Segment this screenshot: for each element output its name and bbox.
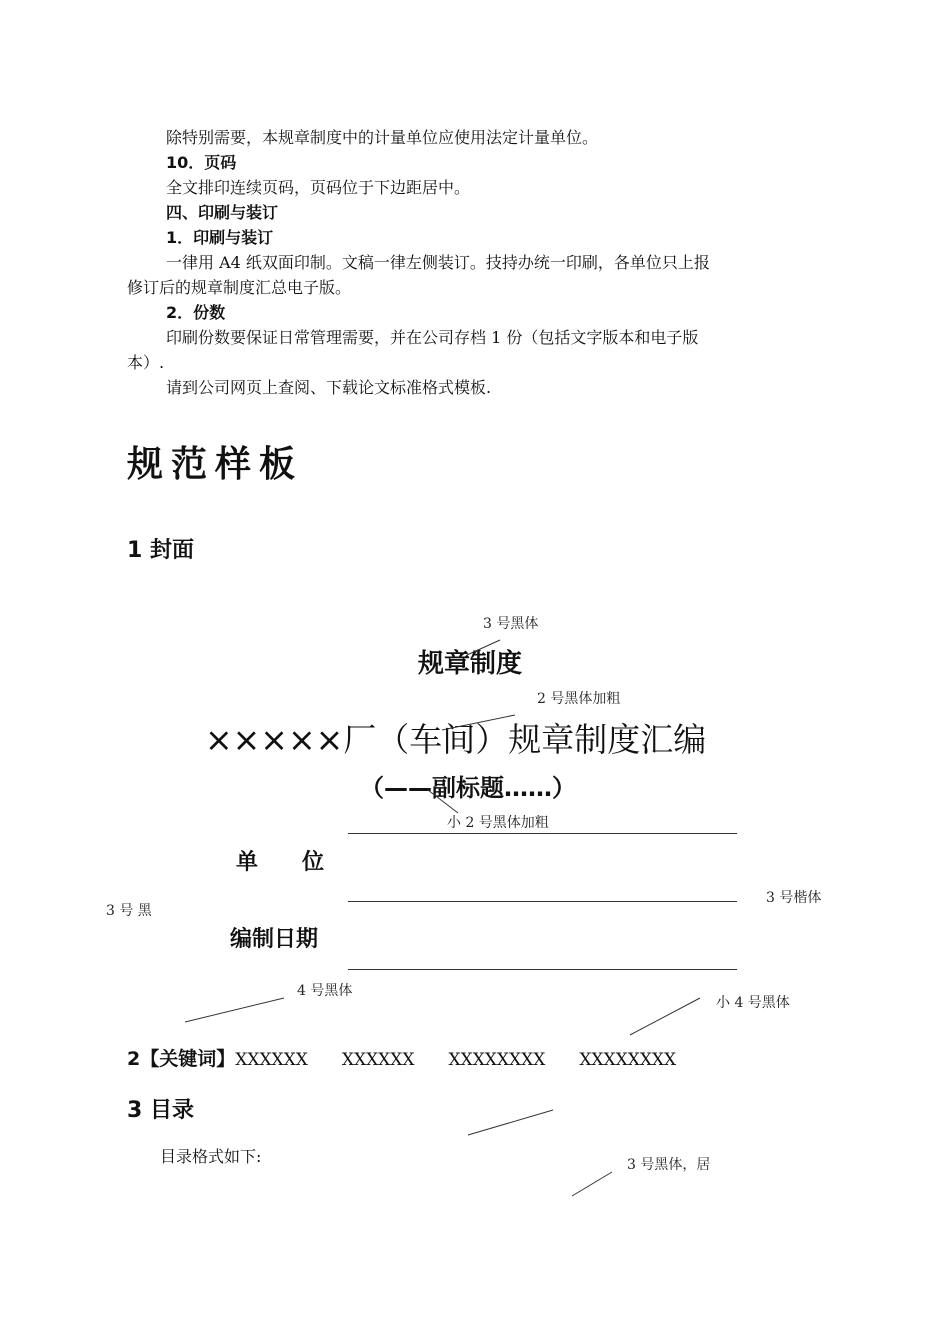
para-copies-line-b: 本）. <box>127 353 165 372</box>
label-unit: 单 位 <box>236 850 325 875</box>
cover-title-main: ×××××厂（车间）规章制度汇编 <box>205 720 707 759</box>
note-small-4-hei: 小 4 号黑体 <box>716 995 790 1011</box>
body-line-website: 请到公司网页上查阅、下载论文标准格式模板. <box>166 378 492 397</box>
para-copies-line-a: 印刷份数要保证日常管理需要，并在公司存档 1 份（包括文字版本和电子版 <box>166 328 699 347</box>
toc-text: 目录格式如下: <box>160 1147 262 1166</box>
keyword-3: XXXXXXXX <box>448 1050 546 1070</box>
para-printing-line-a: 一律用 A4 纸双面印制。文稿一律左侧装订。技持办统一印刷，各单位只上报 <box>166 253 710 272</box>
heading-page-number: 10．页码 <box>166 153 237 172</box>
cover-subtitle: （——副标题……） <box>360 774 576 802</box>
keyword-2: XXXXXX <box>341 1050 415 1070</box>
note-3-kai: 3 号楷体 <box>766 890 822 906</box>
para-printing-line-b: 修订后的规章制度汇总电子版。 <box>127 278 352 297</box>
note-3-hei: 3 号黑体 <box>483 616 539 632</box>
note-4-hei: 4 号黑体 <box>297 983 353 999</box>
note-left-3-hei: 3 号 黑 <box>106 903 152 919</box>
body-line-page-number: 全文排印连续页码，页码位于下边距居中。 <box>166 178 471 197</box>
keyword-4: XXXXXXXX <box>579 1050 677 1070</box>
leader-line-2hei <box>442 715 515 730</box>
cover-title-small: 规章制度 <box>418 649 523 679</box>
toc-heading: 3 目录 <box>127 1098 194 1123</box>
body-line-units: 除特别需要，本规章制度中的计量单位应使用法定计量单位。 <box>166 128 599 147</box>
template-title: 规范样板 <box>127 443 304 485</box>
leader-line-small2 <box>428 790 458 813</box>
keyword-1: XXXXXX <box>235 1050 308 1070</box>
label-compile-date: 编制日期 <box>230 927 319 952</box>
leader-line-toc-b <box>572 1172 612 1196</box>
keywords-label: 2【关键词】 <box>127 1048 236 1070</box>
note-2-hei-bold: 2 号黑体加粗 <box>537 691 621 707</box>
heading-printing-binding-1: 1．印刷与装订 <box>166 228 274 247</box>
leader-line-4hei <box>185 998 284 1022</box>
cover-heading: 1 封面 <box>127 538 194 563</box>
heading-copies: 2．份数 <box>166 303 226 322</box>
leader-line-3hei <box>467 640 500 655</box>
heading-printing-binding: 四、印刷与装订 <box>166 203 279 222</box>
note-small-2-hei-bold: 小 2 号黑体加粗 <box>447 815 549 831</box>
note-toc-3-hei: 3 号黑体，居 <box>627 1157 711 1173</box>
leader-line-small4 <box>630 998 700 1035</box>
leader-line-toc-a <box>468 1110 553 1135</box>
